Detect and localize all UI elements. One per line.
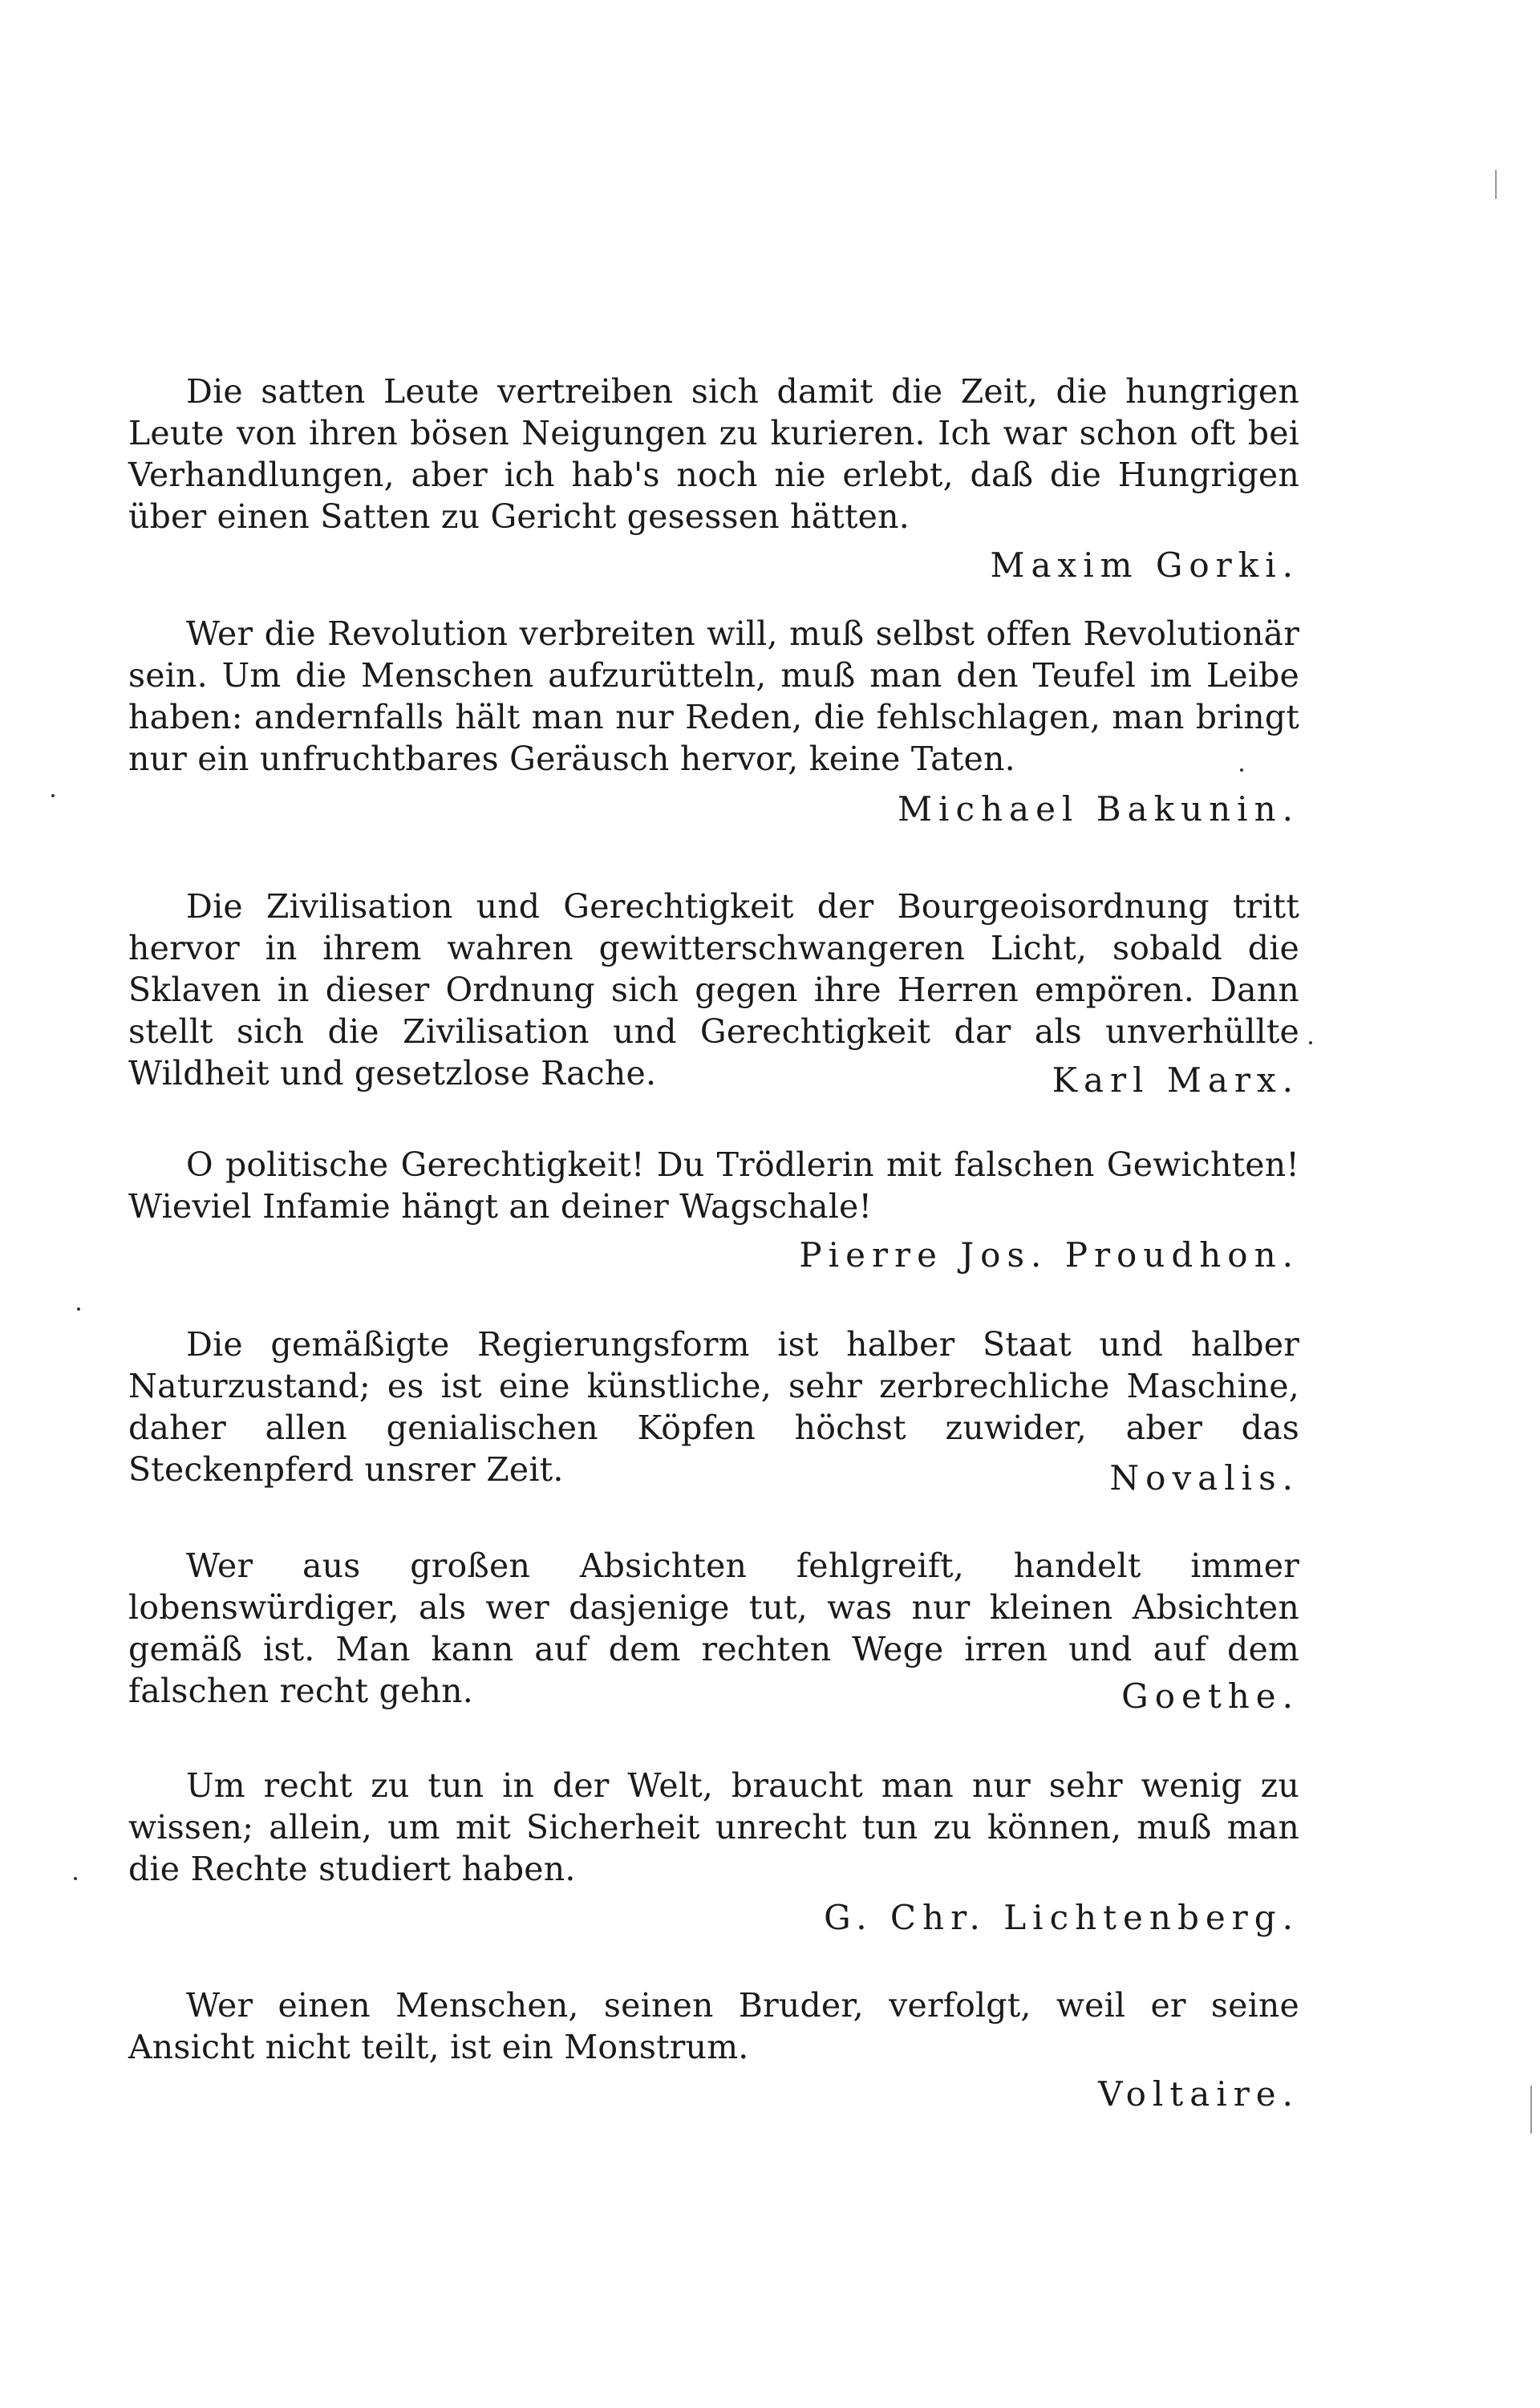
quote-author: Voltaire. xyxy=(1098,2074,1299,2114)
scan-speck xyxy=(77,1307,80,1311)
quote-author: G. Chr. Lichtenberg. xyxy=(824,1898,1299,1937)
quote-text: Die Zivilisation und Gerechtigkeit der Bourgeoisordnung tritt hervor in ihrem wahren gewitterschwangeren Licht, sobald die Sklaven in dieser Ordnung sich gegen ihre Herren empören. Dann stellt sich die Zivilisation und Gerechtigkeit dar als unverhüllte Wildheit und gesetzlose Rache. xyxy=(128,887,1299,1093)
quote-block-goethe xyxy=(128,1545,1299,1716)
scan-edge-mark xyxy=(1495,170,1497,199)
scan-edge-mark xyxy=(1530,2086,1532,2134)
quote-block-lichtenberg xyxy=(128,1765,1299,1937)
quote-author: Novalis. xyxy=(1109,1458,1299,1498)
quote-text: O politische Gerechtigkeit! Du Trödlerin mit falschen Gewichten! Wieviel Infamie hängt an deiner Wagschale! xyxy=(128,1145,1299,1226)
quote-text: Die gemäßigte Regierungsform ist halber Staat und halber Naturzustand; es ist eine künstliche, sehr zerbrechliche Maschine, daher allen genialischen Köpfen höchst zuwider, aber das Steckenpferd unsrer Zeit. xyxy=(128,1325,1299,1489)
scan-speck xyxy=(51,794,55,797)
quote-block-novalis xyxy=(128,1324,1299,1498)
quote-text: Die satten Leute vertreiben sich damit die Zeit, die hungrigen Leute von ihren bösen Neigungen zu kurieren. Ich war schon oft bei Verhandlungen, aber ich hab's noch nie erlebt, daß die Hungrigen über einen Satten zu Gericht gesessen hätten. xyxy=(128,372,1299,536)
scan-speck xyxy=(1240,768,1243,772)
quote-author: Goethe. xyxy=(1121,1676,1299,1716)
quote-author: Pierre Jos. Proudhon. xyxy=(799,1235,1299,1275)
quote-block-marx xyxy=(128,886,1299,1100)
quote-block-voltaire xyxy=(128,1984,1299,2114)
quote-block-proudhon xyxy=(128,1144,1299,1275)
quote-text: Wer einen Menschen, seinen Bruder, verfolgt, weil er seine Ansicht nicht teilt, ist ein Monstrum. xyxy=(128,1986,1299,2066)
quote-text: Wer aus großen Absichten fehlgreift, handelt immer lobenswürdiger, als wer dasjenige tut, was nur kleinen Absichten gemäß ist. Man kann auf dem rechten Wege irren und auf dem falschen recht gehn. xyxy=(128,1547,1299,1710)
quote-block-gorki xyxy=(128,371,1299,585)
quote-text: Um recht zu tun in der Welt, braucht man nur sehr wenig zu wissen; allein, um mit Sicherheit unrecht tun zu können, muß man die Rechte studiert haben. xyxy=(128,1766,1299,1888)
scan-speck xyxy=(1309,1041,1312,1044)
quote-author: Karl Marx. xyxy=(1052,1060,1299,1100)
quote-author: Michael Bakunin. xyxy=(898,789,1299,829)
quote-text: Wer die Revolution verbreiten will, muß selbst offen Revolutionär sein. Um die Menschen aufzurütteln, muß man den Teufel im Leibe haben: andernfalls hält man nur Reden, die fehlschlagen, man bringt nur ein unfruchtbares Geräusch hervor, keine Taten. xyxy=(128,614,1299,778)
quote-author: Maxim Gorki. xyxy=(990,545,1299,585)
quote-block-bakunin xyxy=(128,613,1299,829)
scan-speck xyxy=(74,1877,77,1880)
